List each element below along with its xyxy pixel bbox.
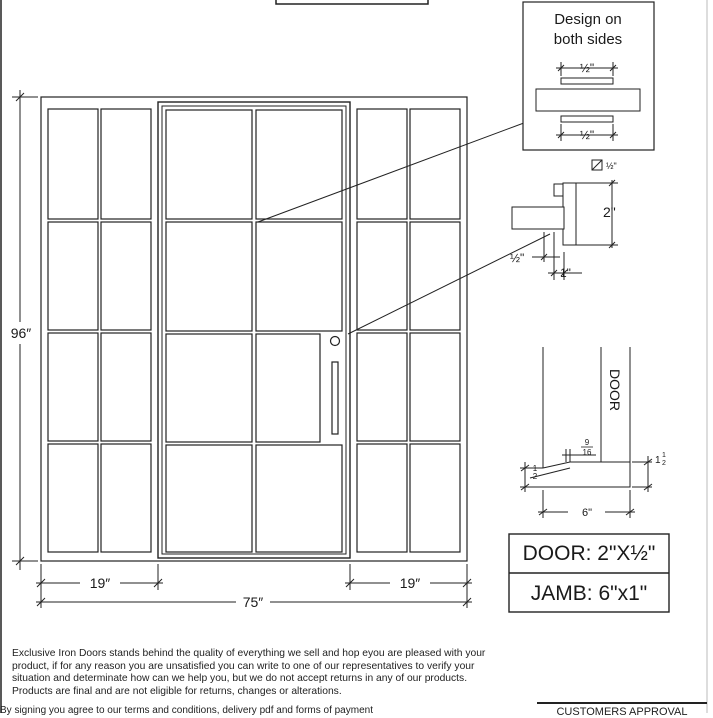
profile-square-label: ½" (606, 161, 617, 171)
center-door (158, 102, 350, 558)
threshold-right-num: 1 (662, 452, 666, 459)
title-box-remnant (276, 0, 428, 4)
threshold-nine-label: 9 (584, 438, 590, 447)
disclaimer-text (12, 648, 522, 698)
threshold-left-num: 1 (532, 464, 538, 473)
callout-half-bottom-label: ½" (579, 128, 595, 142)
leader-line-grille (258, 114, 548, 222)
door-elevation (41, 97, 467, 561)
right-sidelite-width-label: 19″ (399, 575, 421, 591)
profile-one-inch-label: 1" (560, 266, 571, 280)
disclaimer-line-3: situation and determinate how can we help you, but we do not accept returns in any of our products. (12, 673, 468, 685)
callout-title-line1: Design on (554, 11, 622, 28)
spec-jamb: JAMB: 6"x1" (530, 582, 648, 605)
callout-title-line2: both sides (553, 31, 623, 48)
threshold-detail (520, 347, 652, 518)
profile-half-label: ½" (510, 251, 525, 265)
frame-profile-detail (512, 160, 618, 280)
overall-width-label: 75″ (242, 594, 264, 610)
height-label: 96″ (10, 325, 32, 341)
disclaimer-line-2: product, if for any reason you are unsatisfied you can write to one of our representatives to verify your (12, 660, 475, 672)
customers-approval-label: CUSTOMERS APPROVAL (537, 702, 707, 718)
spec-door: DOOR: 2"X½" (522, 542, 656, 565)
threshold-right-whole: 1 (655, 455, 661, 466)
threshold-left-den: 2 (532, 472, 538, 481)
right-sidelite (357, 109, 460, 552)
door-handle (332, 362, 338, 434)
threshold-right-den: 2 (662, 460, 666, 467)
left-sidelite (48, 109, 151, 552)
profile-two-inch-label: 2" (603, 204, 616, 220)
signing-terms: By signing you agree to our terms and conditions, delivery pdf and forms of payment (0, 705, 373, 716)
disclaimer-line-4: Products are final and are not eligible for returns, changes or alterations. (12, 685, 342, 697)
threshold-door-label: DOOR (607, 369, 623, 411)
lock-knob (331, 337, 340, 346)
threshold-sixteen-label: 16 (582, 448, 592, 457)
disclaimer-line-1: Exclusive Iron Doors stands behind the quality of everything we sell and hop eyou are pleased with your (12, 648, 486, 659)
leader-line-profile (348, 234, 550, 334)
outer-frame (41, 97, 467, 561)
threshold-six-inch-label: 6" (581, 507, 593, 519)
callout-half-top-label: ½" (579, 61, 595, 75)
left-sidelite-width-label: 19″ (89, 575, 111, 591)
